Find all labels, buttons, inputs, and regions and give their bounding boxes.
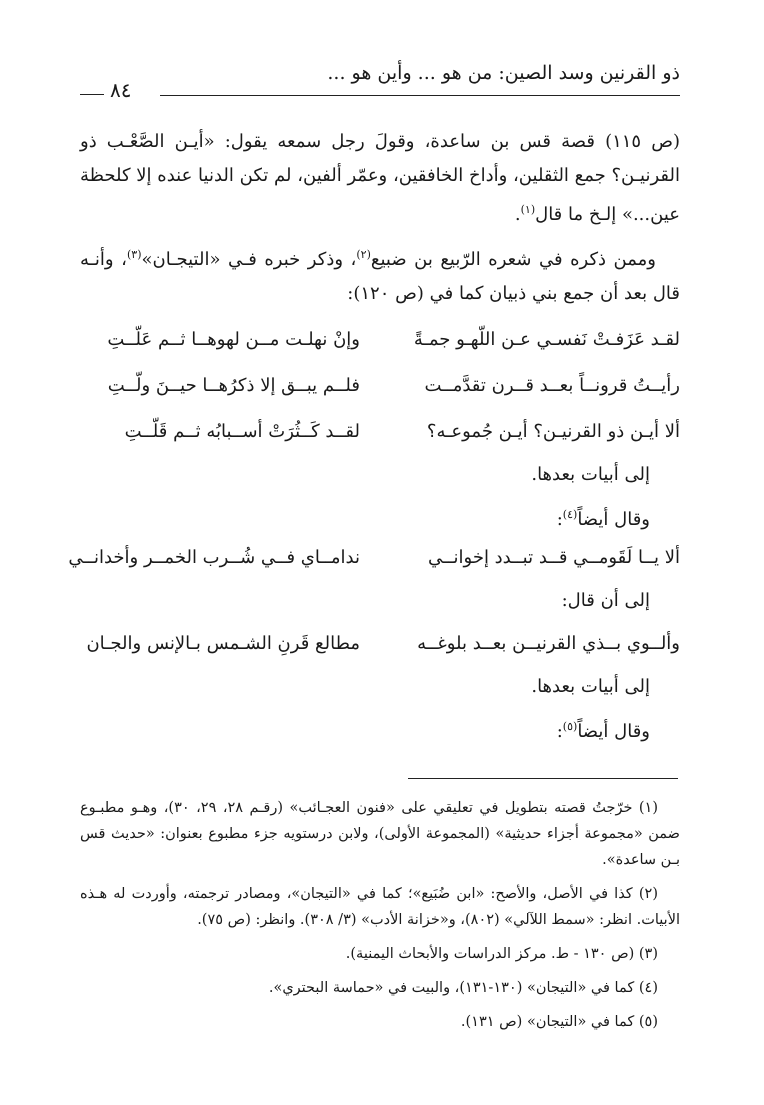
also-said-line: وقال أيضاً$^{(٤)}$:	[556, 508, 650, 530]
verse-hemistich-1: وألــوي بــذي القرنيــن بعــد بلوغــه	[417, 633, 680, 654]
verse-hemistich-2: وإنْ نهلـت مــن لهوهــا ثــم عَلّــتِ	[107, 329, 360, 350]
verse-hemistich-2: فلــم يبــق إلا ذكرُهــا حيــنَ ولّــتِ	[107, 375, 360, 396]
after-verses-note: إلى أبيات بعدها.	[531, 464, 650, 485]
verse-hemistich-2: ندامــاي فــي شُــرب الخمــر وأخدانــي	[68, 547, 360, 568]
verse-hemistich-1: ألا أيـن ذو القرنيـن؟ أيـن جُموعـه؟	[426, 421, 680, 442]
verse-hemistich-1: ألا يــا لَقَومــي قــد تبــدد إخوانــي	[427, 547, 680, 568]
verse-hemistich-2: مطالع قَرنِ الشـمس بـالإنس والجـان	[86, 633, 360, 654]
verse-hemistich-1: رأيــتُ قرونــاً بعــد قــرن تقدَّمــت	[424, 375, 680, 396]
paragraph-2-text-c: ، وأنـه قال بعد أن جمع بني ذبيان كما في (ص ١٢٠):	[80, 249, 680, 304]
footnote-ref-2: (٢)	[356, 248, 371, 261]
footnotes	[80, 795, 680, 1043]
header-title: ذو القرنين وسد الصين: من هو ... وأين هو ...	[327, 62, 680, 84]
paragraph-1-text: (ص ١١٥) قصة قس بن ساعدة، وقولَ رجل سمعه يقول: «أيـن الصَّعْـب ذو القرنيـن؟ جمع الثقلين، وأداخ الخافقين، وعمّر ألفين، لم تكن الدنيا عنده إلا كلحظة عين...» إلـخ ما قال	[80, 131, 680, 225]
after-verses-note-2: إلى أبيات بعدها.	[531, 676, 650, 697]
footnote-5: (٥) كما في «التيجان» (ص ١٣١).	[460, 1014, 658, 1030]
verse-line	[80, 363, 680, 409]
verse-line	[80, 409, 680, 455]
page-number-dash	[80, 94, 104, 95]
footnote-ref-5: (٥)	[562, 720, 578, 733]
footnote-separator	[408, 778, 678, 779]
verse-line	[68, 535, 680, 581]
paragraph-2-text-a: وممن ذكره في شعره الرّبيع بن ضبيع	[370, 249, 656, 270]
footnote-4: (٤) كما في «التيجان» (١٣٠-١٣١)، والبيت في «حماسة البحتري».	[268, 980, 658, 996]
paragraph-1: (ص ١١٥) قصة قس بن ساعدة، وقولَ رجل سمعه يقول: «أيـن الصَّعْـب ذو القرنيـن؟ جمع الثقلين، وأداخ الخافقين، وعمّر ألفين، لم تكن الدنيا عنده إلا كلحظة عين...» إلـخ ما قال$^{(١)}$.	[80, 131, 680, 225]
verse-line	[80, 621, 680, 667]
footnote-2: (٢) كذا في الأصل، والأصح: «ابن ضُبَيع»؛ كما في «التيجان»، ومصادر ترجمته، وأوردت له هـذه الأبيات. انظر: «سمط اللآلي» (٨٠٢)، و«خزانة الأدب» (٣/ ٣٠٨). وانظر: (ص ٧٥).	[80, 886, 680, 928]
running-header	[80, 60, 680, 100]
footnote-ref-1: (١)	[520, 203, 536, 216]
also-said-text-2: وقال أيضاً	[577, 721, 650, 742]
footnote-ref-4: (٤)	[562, 508, 578, 521]
paragraph-2	[80, 238, 680, 311]
page-number: ٨٤	[110, 78, 132, 102]
verse-hemistich-1: لقـد عَزَفـتْ نَفسـي عـن اللّهـو جمـةً	[413, 329, 680, 350]
header-rule	[160, 95, 680, 96]
verse-line	[80, 317, 680, 363]
footnote-3: (٣) (ص ١٣٠ - ط. مركز الدراسات والأبحاث اليمنية).	[345, 946, 658, 962]
footnote-ref-3: (٣)	[126, 248, 142, 261]
verse-hemistich-2: لقــد كَــثُرَتْ أســبابُه ثــم قَلّــتِ	[124, 421, 360, 442]
footnote-1: (١) خرّجتُ قصته بتطويل في تعليقي على «فنون العجـائب» (رقـم ٢٨، ٢٩، ٣٠)، وهـو مطبـوع ضمن «مجموعة أجزاء حديثية» (المجموعة الأولى)، ولابن درستويه جزء مطبوع بعنوان: «حديث قس بـن ساعدة».	[80, 800, 680, 868]
paragraph-2-text-b: ، وذكر خبره فـي «التيجـان»	[141, 249, 357, 270]
main-text	[68, 125, 680, 747]
also-said-line-2: وقال أيضاً$^{(٥)}$:	[556, 720, 650, 742]
also-said-text: وقال أيضاً	[577, 509, 650, 530]
until-said-line: إلى أن قال:	[561, 590, 650, 611]
